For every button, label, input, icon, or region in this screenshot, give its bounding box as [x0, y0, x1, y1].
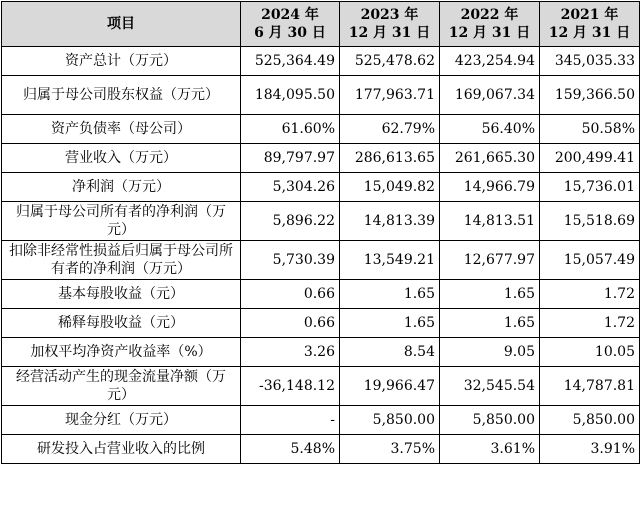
header-period-year: 2022 年 — [460, 7, 519, 23]
cell-value: 14,813.51 — [440, 202, 540, 241]
cell-value: 5,896.22 — [241, 202, 340, 241]
table-row — [2, 406, 640, 435]
cell-value: 3.91% — [540, 435, 640, 464]
cell-value: 286,613.65 — [340, 144, 440, 173]
table-row — [2, 115, 640, 144]
row-label: 加权平均净资产收益率（%） — [2, 338, 241, 367]
table-row — [2, 173, 640, 202]
table-row — [2, 280, 640, 309]
table-row — [2, 144, 640, 173]
row-label: 稀释每股收益（元） — [2, 309, 241, 338]
cell-value: 1.72 — [540, 309, 640, 338]
cell-value: 423,254.94 — [440, 47, 540, 76]
header-period-year: 2021 年 — [560, 7, 619, 23]
row-label: 现金分红（万元） — [2, 406, 241, 435]
cell-value: 15,057.49 — [540, 241, 640, 280]
cell-value: 1.72 — [540, 280, 640, 309]
row-label: 基本每股收益（元） — [2, 280, 241, 309]
row-label: 资产负债率（母公司） — [2, 115, 241, 144]
financial-summary-table — [1, 1, 640, 464]
cell-value: 184,095.50 — [241, 76, 340, 115]
header-period-date: 12 月 31 日 — [548, 25, 631, 41]
cell-value: 14,813.39 — [340, 202, 440, 241]
cell-value: 169,067.34 — [440, 76, 540, 115]
cell-value: 19,966.47 — [340, 367, 440, 406]
table-row — [2, 309, 640, 338]
table-row — [2, 367, 640, 406]
cell-value: 159,366.50 — [540, 76, 640, 115]
row-label: 归属于母公司股东权益（万元） — [2, 76, 241, 115]
cell-value: 0.66 — [241, 309, 340, 338]
cell-value: - — [241, 406, 340, 435]
cell-value: 5,850.00 — [340, 406, 440, 435]
cell-value: 5,850.00 — [540, 406, 640, 435]
cell-value: 525,478.62 — [340, 47, 440, 76]
row-label: 净利润（万元） — [2, 173, 241, 202]
row-label: 归属于母公司所有者的净利润（万元） — [2, 202, 241, 241]
cell-value: 5,850.00 — [440, 406, 540, 435]
cell-value: 261,665.30 — [440, 144, 540, 173]
cell-value: 15,518.69 — [540, 202, 640, 241]
cell-value: 0.66 — [241, 280, 340, 309]
header-period-date: 6 月 30 日 — [254, 25, 326, 41]
cell-value: 8.54 — [340, 338, 440, 367]
header-period-2021 — [540, 2, 640, 47]
cell-value: 5.48% — [241, 435, 340, 464]
row-label: 营业收入（万元） — [2, 144, 241, 173]
cell-value: 14,787.81 — [540, 367, 640, 406]
cell-value: 345,035.33 — [540, 47, 640, 76]
header-period-date: 12 月 31 日 — [448, 25, 531, 41]
cell-value: 15,049.82 — [340, 173, 440, 202]
cell-value: 1.65 — [440, 280, 540, 309]
header-period-year: 2024 年 — [261, 7, 319, 23]
cell-value: 5,730.39 — [241, 241, 340, 280]
cell-value: 62.79% — [340, 115, 440, 144]
row-label: 扣除非经常性损益后归属于母公司所有者的净利润（万元） — [2, 241, 241, 280]
cell-value: 525,364.49 — [241, 47, 340, 76]
cell-value: 3.61% — [440, 435, 540, 464]
cell-value: 50.58% — [540, 115, 640, 144]
table-row — [2, 435, 640, 464]
header-period-2024h1 — [241, 2, 340, 47]
row-label: 资产总计（万元） — [2, 47, 241, 76]
table-row — [2, 76, 640, 115]
header-period-2022 — [440, 2, 540, 47]
cell-value: 5,304.26 — [241, 173, 340, 202]
cell-value: 9.05 — [440, 338, 540, 367]
cell-value: 56.40% — [440, 115, 540, 144]
header-item: 项目 — [2, 2, 241, 47]
row-label: 经营活动产生的现金流量净额（万元） — [2, 367, 241, 406]
cell-value: 12,677.97 — [440, 241, 540, 280]
cell-value: 3.75% — [340, 435, 440, 464]
cell-value: 3.26 — [241, 338, 340, 367]
cell-value: 61.60% — [241, 115, 340, 144]
cell-value: 89,797.97 — [241, 144, 340, 173]
header-period-date: 12 月 31 日 — [348, 25, 431, 41]
header-period-year: 2023 年 — [360, 7, 419, 23]
cell-value: 1.65 — [340, 280, 440, 309]
cell-value: 32,545.54 — [440, 367, 540, 406]
cell-value: 10.05 — [540, 338, 640, 367]
cell-value: 200,499.41 — [540, 144, 640, 173]
table-row — [2, 338, 640, 367]
row-label: 研发投入占营业收入的比例 — [2, 435, 241, 464]
cell-value: 15,736.01 — [540, 173, 640, 202]
header-period-2023 — [340, 2, 440, 47]
cell-value: 1.65 — [440, 309, 540, 338]
cell-value: 1.65 — [340, 309, 440, 338]
cell-value: -36,148.12 — [241, 367, 340, 406]
cell-value: 14,966.79 — [440, 173, 540, 202]
table-row — [2, 202, 640, 241]
header-row — [2, 2, 640, 47]
cell-value: 13,549.21 — [340, 241, 440, 280]
table-row — [2, 47, 640, 76]
cell-value: 177,963.71 — [340, 76, 440, 115]
table-row — [2, 241, 640, 280]
